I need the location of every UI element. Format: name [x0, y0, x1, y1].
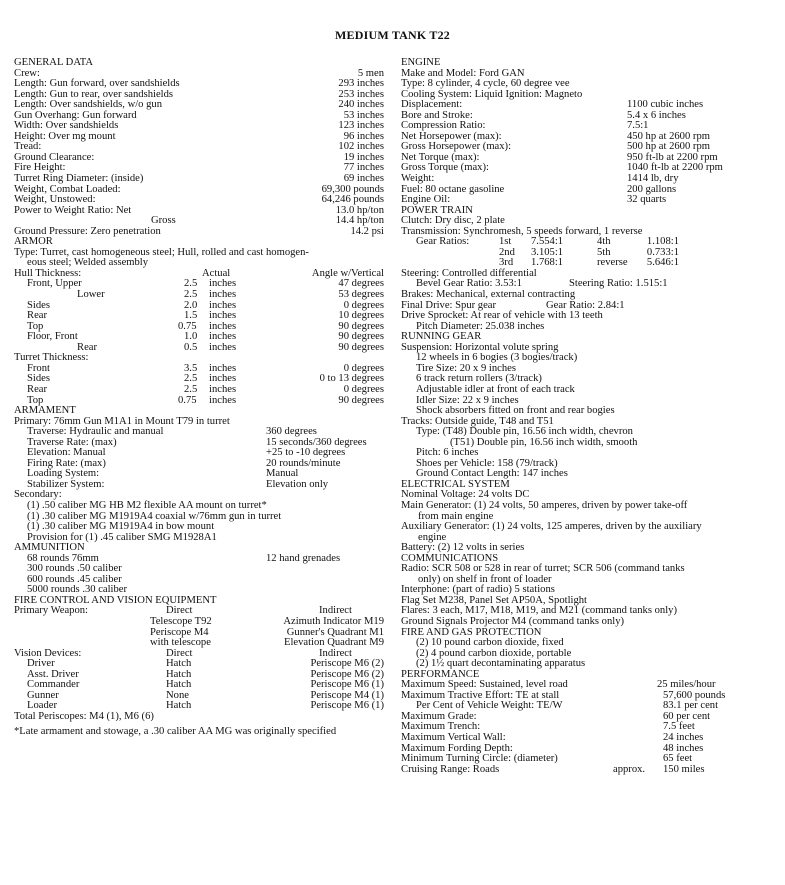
ammo-grenades: 12 hand grenades [266, 552, 341, 564]
aux-generator-cont: engine [418, 531, 447, 543]
crew-position: Gunner [27, 689, 59, 701]
armor-thickness: 2.5 [184, 383, 198, 395]
spec-label: Crew: [14, 67, 40, 79]
section-heading [401, 58, 777, 69]
drive-sprocket: Drive Sprocket: At rear of vehicle with 13 teeth [401, 310, 603, 322]
spec-row [14, 227, 384, 238]
spec-value: 5.4 x 6 inches [627, 109, 686, 121]
col-indirect: Indirect [319, 647, 352, 659]
spec-value: 57,600 pounds [663, 689, 726, 701]
spec-label: Loading System: [27, 468, 100, 480]
spec-label: Firing Rate: (max) [27, 457, 106, 469]
ammo-item: 600 rounds .45 caliber [27, 573, 122, 585]
transmission: Transmission: Synchromesh, 5 speeds forward, 1 reverse [401, 225, 643, 237]
ammo-item: 300 rounds .50 caliber [27, 563, 122, 575]
armor-angle: 90 degrees [338, 331, 384, 343]
direct-device: Periscope M4 [150, 626, 209, 638]
running-gear-heading: RUNNING GEAR [401, 331, 482, 343]
armor-unit: inches [209, 331, 237, 343]
gear-ratio: 1.768:1 [531, 257, 564, 269]
armor-angle: 0 to 13 degrees [319, 373, 384, 385]
direct-vision: Hatch [166, 679, 192, 691]
gear-row [401, 237, 777, 248]
spec-value: 500 hp at 2600 rpm [627, 141, 710, 153]
secondary-label: Secondary: [14, 489, 62, 501]
armor-unit: inches [209, 278, 237, 290]
text-line [401, 501, 777, 512]
armor-thickness: 3.5 [184, 362, 198, 374]
col-indirect: Indirect [319, 605, 352, 617]
engine-make: Make and Model: Ford GAN [401, 67, 525, 79]
fc-row [14, 617, 384, 628]
spec-label: Per Cent of Vehicle Weight: TE/W [416, 700, 563, 712]
comms-item: Interphone: (part of radio) 5 stations [401, 584, 555, 596]
spec-value: 77 inches [343, 162, 384, 174]
gear-ratio: 7.554:1 [531, 236, 564, 248]
armor-location: Rear [27, 383, 47, 395]
spec-value: 253 inches [338, 88, 384, 100]
aux-generator: Auxiliary Generator: (1) 24 volts, 125 amperes, driven by the auxiliary [401, 521, 702, 533]
col-actual: Actual [202, 267, 231, 279]
crew-position: Asst. Driver [27, 668, 79, 680]
spec-label: Maximum Trench: [401, 721, 481, 733]
spec-label: Traverse Rate: (max) [27, 436, 117, 448]
list-item [401, 406, 777, 417]
spec-label: Stabilizer System: [27, 478, 105, 490]
clutch: Clutch: Dry disc, 2 plate [401, 215, 505, 227]
indirect-vision: Periscope M6 (1) [310, 679, 384, 691]
spec-label: Power to Weight Ratio: Net [14, 204, 132, 216]
armor-row [14, 290, 384, 301]
direct-device: with telescope [150, 637, 211, 649]
indirect-vision: Periscope M6 (2) [310, 658, 384, 670]
secondary-weapon: (1) .30 caliber MG M1919A4 coaxial w/76mm gun in turret [27, 510, 282, 522]
indirect-vision: Periscope M6 (2) [310, 668, 384, 680]
gear: reverse [597, 257, 628, 269]
footnote: *Late armament and stowage, a .30 caliber AA MG was originally specified [14, 726, 337, 738]
spec-label: Gun Overhang: Gun forward [14, 109, 137, 121]
spec-value: 83.1 per cent [663, 700, 719, 712]
ammo-item: 68 rounds 76mm [27, 552, 99, 564]
spec-label: Maximum Speed: Sustained, level road [401, 679, 568, 691]
spec-value: 7.5:1 [627, 120, 649, 132]
gear-ratio: 1.108:1 [646, 236, 679, 248]
suspension-detail: Adjustable idler at front of each track [416, 383, 575, 395]
armor-angle: 90 degrees [338, 320, 384, 332]
spec-value: 64,246 pounds [321, 194, 384, 206]
armor-thickness: 2.5 [184, 278, 198, 290]
spec-value: +25 to -10 degrees [266, 447, 346, 459]
spec-row [14, 174, 384, 185]
track-type: (T51) Double pin, 16.56 inch width, smooth [450, 436, 638, 448]
armor-angle: 53 degrees [338, 289, 384, 301]
armor-location: Front [27, 362, 50, 374]
armor-location: Sides [27, 299, 50, 311]
armor-location: Floor, Front [27, 331, 78, 343]
armor-heading: ARMOR [14, 236, 53, 248]
main-generator: Main Generator: (1) 24 volts, 50 amperes, driven by power take-off [401, 499, 688, 511]
armor-thickness: 1.0 [184, 331, 198, 343]
spec-row [401, 185, 777, 196]
armor-location: Top [27, 394, 44, 406]
ammunition-heading: AMMUNITION [14, 542, 85, 554]
armor-unit: inches [209, 341, 237, 353]
radio-cont: only) on shelf in front of loader [418, 573, 552, 585]
armor-thickness: 2.5 [184, 289, 198, 301]
spec-label: Height: Over mg mount [14, 130, 116, 142]
text-line [401, 290, 777, 301]
text-line [401, 522, 777, 533]
tracks: Tracks: Outside guide, T48 and T51 [401, 415, 554, 427]
approx-note: approx. [613, 763, 646, 775]
final-gear-ratio: Gear Ratio: 2.84:1 [546, 299, 625, 311]
spec-value: 15 seconds/360 degrees [266, 436, 367, 448]
armor-unit: inches [209, 362, 237, 374]
indirect-device: Gunner's Quadrant M1 [286, 626, 384, 638]
armor-location: Lower [77, 289, 105, 301]
armor-location: Rear [77, 341, 97, 353]
direct-vision: Hatch [166, 668, 192, 680]
armor-thickness: 2.5 [184, 373, 198, 385]
spec-label: Length: Gun to rear, over sandshields [14, 88, 174, 100]
gear-ratio: 3.105:1 [531, 246, 564, 258]
direct-device: Telescope T92 [150, 615, 212, 627]
spec-value: 20 rounds/minute [266, 457, 341, 469]
spec-row [401, 733, 777, 744]
suspension-detail: 12 wheels in 6 bogies (3 bogies/track) [416, 352, 578, 364]
spec-row [14, 206, 384, 217]
bevel-gear-ratio: Bevel Gear Ratio: 3.53:1 [416, 278, 522, 290]
spec-value: 32 quarts [627, 194, 667, 206]
vision-devices-label: Vision Devices: [14, 647, 82, 659]
spec-value: 950 ft-lb at 2200 rpm [627, 151, 718, 163]
steering-ratio: Steering Ratio: 1.515:1 [569, 278, 668, 290]
armor-thickness: 0.75 [178, 394, 197, 406]
armor-type: Type: Turret, cast homogeneous steel; Hull, rolled and cast homogen- [14, 246, 309, 258]
engine-heading: ENGINE [401, 57, 441, 68]
spec-label: Net Horsepower (max): [401, 130, 502, 142]
armor-row [14, 279, 384, 290]
gear: 4th [597, 236, 611, 248]
general-data-heading: GENERAL DATA [14, 57, 94, 68]
armor-thickness: 0.5 [184, 341, 198, 353]
comms-item: Flares: 3 each, M17, M18, M19, and M21 (command tanks only) [401, 605, 677, 617]
electrical-heading: ELECTRICAL SYSTEM [401, 478, 510, 490]
spec-value: 150 miles [663, 763, 705, 775]
spec-row [14, 153, 384, 164]
nominal-voltage: Nominal Voltage: 24 volts DC [401, 489, 530, 501]
gear: 3rd [499, 257, 514, 269]
spec-label: Gross Torque (max): [401, 162, 489, 174]
armor-unit: inches [209, 289, 237, 301]
spec-label: Gross Horsepower (max): [401, 141, 512, 153]
gear-row [401, 248, 777, 259]
col-direct: Direct [166, 647, 193, 659]
direct-vision: Hatch [166, 658, 192, 670]
spec-row [14, 480, 384, 491]
spec-value: Elevation only [266, 478, 329, 490]
spec-value: 5 men [357, 67, 384, 79]
spec-label: Weight, Unstowed: [14, 194, 96, 206]
list-item [401, 385, 777, 396]
section-heading [14, 58, 384, 69]
spec-label: Bore and Stroke: [401, 109, 473, 121]
spec-value: 1040 ft-lb at 2200 rpm [627, 162, 723, 174]
spec-value: Manual [266, 468, 299, 480]
spec-label: Weight: [401, 173, 435, 185]
track-type: Type: (T48) Double pin, 16.56 inch width, chevron [416, 426, 633, 438]
fire-gas-item: (2) 10 pound carbon dioxide, fixed [416, 637, 564, 649]
spec-label: Ground Clearance: [14, 151, 95, 163]
spec-value: 1100 cubic inches [627, 99, 704, 111]
spec-value: 450 hp at 2600 rpm [627, 130, 710, 142]
armor-thickness: 1.5 [184, 310, 198, 322]
suspension: Suspension: Horizontal volute spring [401, 341, 559, 353]
spec-label: Width: Over sandshields [14, 120, 119, 132]
spec-value: 14.2 psi [350, 225, 384, 237]
fire-gas-heading: FIRE AND GAS PROTECTION [401, 626, 542, 638]
secondary-weapon: (1) .50 caliber MG HB M2 flexible AA mount on turret* [27, 499, 267, 511]
spec-label: Weight, Combat Loaded: [14, 183, 121, 195]
armor-row [14, 374, 384, 385]
left-column [14, 58, 384, 738]
armor-row [14, 385, 384, 396]
armor-unit: inches [209, 394, 237, 406]
spec-value: 13.0 hp/ton [335, 204, 384, 216]
armor-unit: inches [209, 299, 237, 311]
secondary-weapon: Provision for (1) .45 caliber SMG M1928A1 [27, 531, 217, 543]
spec-label: Net Torque (max): [401, 151, 480, 163]
radio: Radio: SCR 508 or 528 in rear of turret; SCR 506 (command tanks [401, 563, 685, 575]
armor-row [14, 332, 384, 343]
spec-label: Displacement: [401, 99, 463, 111]
gear-ratios-label: Gear Ratios: [416, 236, 470, 248]
armament-heading: ARMAMENT [14, 405, 76, 417]
spec-label: Fire Height: [14, 162, 66, 174]
spec-row [14, 132, 384, 143]
indirect-vision: Periscope M4 (1) [310, 689, 384, 701]
armor-unit: inches [209, 383, 237, 395]
armor-location: Rear [27, 310, 47, 322]
spec-label: Maximum Fording Depth: [401, 742, 513, 754]
main-generator-cont: from main engine [418, 510, 494, 522]
spec-label: Minimum Turning Circle: (diameter) [401, 753, 558, 765]
armor-type-cont: eous steel; Welded assembly [27, 257, 149, 269]
primary-armament: Primary: 76mm Gun M1A1 in Mount T79 in turret [14, 415, 230, 427]
secondary-weapon: (1) .30 caliber MG M1919A4 in bow mount [27, 521, 215, 533]
spec-value: 19 inches [343, 151, 384, 163]
spec-row [401, 765, 777, 776]
pitch-diameter: Pitch Diameter: 25.038 inches [416, 320, 545, 332]
spec-value: 60 per cent [663, 710, 711, 722]
spec-label: Compression Ratio: [401, 120, 486, 132]
spec-label: Fuel: 80 octane gasoline [401, 183, 505, 195]
primary-weapon-label: Primary Weapon: [14, 605, 88, 617]
fire-gas-item: (2) 4 pound carbon dioxide, portable [416, 647, 572, 659]
armor-row [14, 311, 384, 322]
crew-position: Driver [27, 658, 55, 670]
text-line [14, 712, 384, 723]
ground-contact: Ground Contact Length: 147 inches [416, 468, 568, 480]
suspension-detail: Shock absorbers fitted on front and rear bogies [416, 405, 615, 417]
suspension-detail: Tire Size: 20 x 9 inches [416, 362, 516, 374]
spec-value: 25 miles/hour [657, 679, 716, 691]
spec-value: 14.4 hp/ton [335, 215, 384, 227]
turret-thickness-label: Turret Thickness: [14, 352, 89, 364]
indirect-vision: Periscope M6 (1) [310, 700, 384, 712]
fire-control-heading: FIRE CONTROL AND VISION EQUIPMENT [14, 594, 217, 606]
spec-value: 96 inches [343, 130, 384, 142]
gear: 5th [597, 246, 611, 258]
armor-angle: 0 degrees [343, 299, 384, 311]
armor-angle: 90 degrees [338, 341, 384, 353]
comms-item: Ground Signals Projector M4 (command tanks only) [401, 615, 625, 627]
gear: 1st [499, 236, 512, 248]
col-angle: Angle w/Vertical [311, 267, 384, 279]
engine-type: Type: 8 cylinder, 4 cycle, 60 degree vee [401, 78, 570, 90]
spec-label: Ground Pressure: Zero penetration [14, 225, 161, 237]
spec-value: 293 inches [338, 78, 384, 90]
final-drive: Final Drive: Spur gear [401, 299, 497, 311]
armor-row [14, 301, 384, 312]
indirect-device: Azimuth Indicator M19 [283, 615, 384, 627]
spec-label: Maximum Vertical Wall: [401, 732, 506, 743]
col-direct: Direct [166, 605, 193, 617]
spec-value: 69,300 pounds [321, 183, 384, 195]
spec-value: 7.5 feet [663, 721, 695, 733]
right-column [401, 58, 777, 775]
spec-label: Length: Over sandshields, w/o gun [14, 99, 162, 111]
spec-row [401, 163, 777, 174]
indirect-device: Elevation Quadrant M9 [283, 637, 384, 649]
direct-vision: None [166, 689, 189, 701]
spec-label: Length: Gun forward, over sandshields [14, 78, 180, 90]
spec-label: Gross [151, 215, 176, 227]
battery: Battery: (2) 12 volts in series [401, 542, 525, 554]
spec-value: 123 inches [338, 120, 384, 132]
spec-label: Turret Ring Diameter: (inside) [14, 173, 144, 185]
spec-value: 102 inches [338, 141, 384, 153]
suspension-detail: Idler Size: 22 x 9 inches [416, 394, 519, 406]
spec-label: Traverse: Hydraulic and manual [27, 426, 164, 438]
spec-value: 1414 lb, dry [627, 173, 679, 185]
spec-value: 65 feet [663, 753, 693, 765]
spec-value: 200 gallons [627, 183, 677, 195]
armor-thickness: 2.0 [184, 299, 198, 311]
page-title: MEDIUM TANK T22 [334, 28, 450, 42]
crew-position: Loader [27, 700, 57, 712]
armor-unit: inches [209, 373, 237, 385]
spec-value: 360 degrees [266, 426, 317, 438]
armor-angle: 10 degrees [338, 310, 384, 322]
spec-value: 69 inches [343, 173, 384, 185]
armor-thickness: 0.75 [178, 320, 197, 332]
total-periscopes: Total Periscopes: M4 (1), M6 (6) [14, 710, 154, 722]
armor-location: Front, Upper [27, 278, 82, 290]
armor-angle: 90 degrees [338, 394, 384, 406]
spec-label: Elevation: Manual [27, 447, 106, 459]
performance-heading: PERFORMANCE [401, 668, 480, 680]
armor-unit: inches [209, 310, 237, 322]
spec-value: 240 inches [338, 99, 384, 111]
suspension-detail: 6 track return rollers (3/track) [416, 373, 542, 385]
track-pitch: Pitch: 6 inches [416, 447, 479, 459]
ammo-item: 5000 rounds .30 caliber [27, 584, 128, 596]
armor-unit: inches [209, 320, 237, 332]
armor-angle: 0 degrees [343, 383, 384, 395]
armor-angle: 0 degrees [343, 362, 384, 374]
steering: Steering: Controlled differential [401, 267, 537, 279]
list-item [14, 501, 384, 512]
spec-value: 48 inches [663, 742, 704, 754]
text-line [401, 617, 777, 628]
section-heading [14, 406, 384, 417]
armor-location: Top [27, 320, 44, 332]
comms-item: Flag Set M238, Panel Set AP50A, Spotlight [401, 594, 587, 606]
spec-value: 53 inches [343, 109, 384, 121]
table-header [14, 353, 384, 364]
brakes: Brakes: Mechanical, external contracting [401, 289, 576, 301]
hull-thickness-label: Hull Thickness: [14, 267, 82, 279]
spec-label: Maximum Tractive Effort: TE at stall [401, 689, 560, 701]
armor-location: Sides [27, 373, 50, 385]
spec-row [401, 174, 777, 185]
armor-angle: 47 degrees [338, 278, 384, 290]
fire-gas-item: (2) 1½ quart decontaminating apparatus [416, 658, 586, 670]
track-shoes: Shoes per Vehicle: 158 (79/track) [416, 457, 558, 469]
direct-vision: Hatch [166, 700, 192, 712]
gear: 2nd [499, 246, 515, 258]
power-train-heading: POWER TRAIN [401, 204, 473, 216]
gear-ratio: 0.733:1 [646, 246, 679, 258]
spec-value: 24 inches [663, 732, 704, 743]
gear-ratio: 5.646:1 [646, 257, 679, 269]
spec-label: Tread: [14, 141, 42, 153]
crew-position: Commander [27, 679, 80, 691]
spec-label: Engine Oil: [401, 194, 451, 206]
communications-heading: COMMUNICATIONS [401, 552, 499, 564]
spec-label: Cruising Range: Roads [401, 763, 500, 775]
spec-label: Maximum Grade: [401, 710, 477, 722]
engine-cooling: Cooling System: Liquid Ignition: Magneto [401, 88, 583, 100]
